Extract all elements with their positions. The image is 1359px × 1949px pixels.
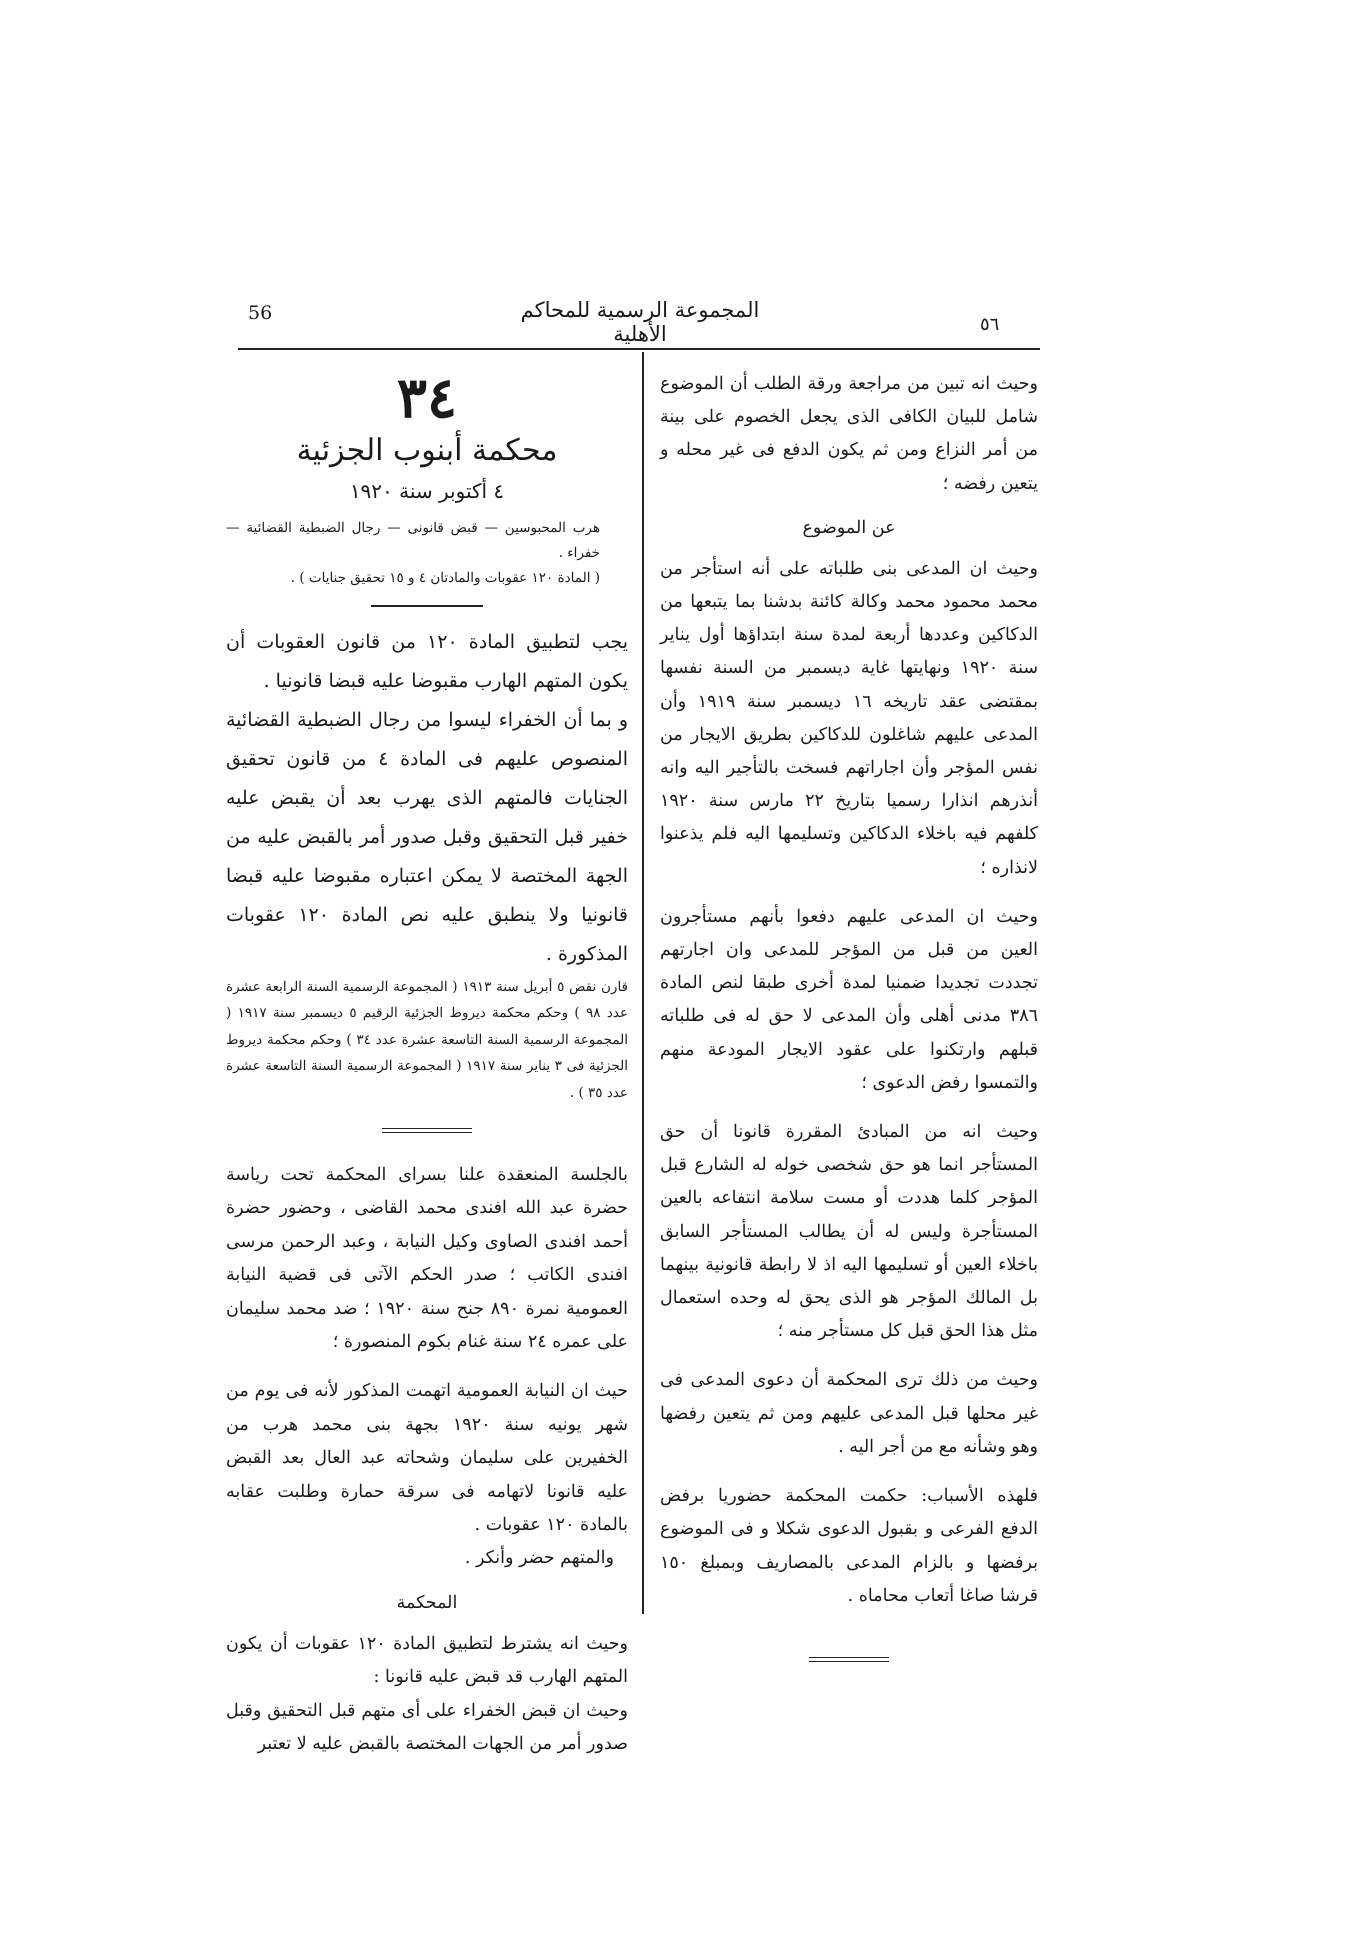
facts-paragraph: حيث ان النيابة العمومية اتهمت المذكور لأنه فى يوم من شهر يونيه سنة ١٩٢٠ بجهة بنى محمد هرب من الخفيرين على سليمان وشحاته عبد العال بعد القبض عليه قانونا لاتهامه فى سرقة حمارة وطلبت عقابه بالمادة ١٢٠ عقوبات .: [226, 1381, 628, 1536]
reasoning-paragraph-2: وحيث ان قبض الخفراء على أى متهم قبل التحقيق وقبل صدور أمر من الجهات المختصة بالقبض عليه لا تعتبر: [226, 1700, 628, 1755]
page-number-arabic: ٥٦: [980, 314, 1000, 335]
left-column: [226, 365, 629, 1762]
paragraph-conclusion: وحيث من ذلك ترى المحكمة أن دعوى المدعى فى غير محلها قبل المدعى عليهم ومن ثم يتعين رفضها وهو وشأنه مع من أجر اليه .: [660, 1370, 1038, 1457]
paragraph-legal-principle: وحيث انه من المبادئ المقررة قانونا أن حق المستأجر انما هو حق شخصى خوله له الشارع قبل المؤجر كلما هددت أو مست سلامة انتفاعه بالعين المستأجرة وليس له أن يطالب المستأجر السابق باخلاء العين أو تسليمها اليه اذ لا رابطة قانونية بينهما بل المالك المؤجر هو الذى يحق له وحده استعمال مثل هذا الحق قبل كل مستأجر منه ؛: [660, 1122, 1038, 1342]
case-date: ٤ أكتوبر سنة ١٩٢٠: [349, 479, 505, 503]
running-title: المجموعة الرسمية للمحاكم الأهلية: [520, 298, 760, 346]
short-rule: [371, 605, 483, 607]
paragraph-defense: وحيث ان المدعى عليهم دفعوا بأنهم مستأجرون العين من قبل من المؤجر للمدعى وان اجارتهم تجددت تجديدا ضمنيا لمدة أخرى طبقا لنص المادة ٣٨٦ مدنى أهلى وأن المدعى لا حق له فى طلباته قبلهم وارتكنوا على عقود الايجار المودعة منهم والتمسوا رفض الدعوى ؛: [660, 906, 1038, 1093]
session-paragraph: بالجلسة المنعقدة علنا بسراى المحكمة تحت رياسة حضرة عبد الله افندى محمد القاضى ، وحضور حضرة أحمد افندى الصاوى وكيل النيابة ، وعبد الرحمن مرسى افندى الكاتب ؛ صدر الحكم الآتى فى قضية النيابة العمومية نمرة ٨٩٠ جنح سنة ١٩٢٠ ؛ ضد محمد سليمان على عمره ٢٤ سنة غنام بكوم المنصورة ؛: [226, 1165, 628, 1353]
headnote-1: يجب لتطبيق المادة ١٢٠ من قانون العقوبات أن يكون المتهم الهارب مقبوضا عليه قبضا قانونيا .: [226, 630, 628, 692]
right-column: [660, 368, 1038, 1662]
case-number: ٣٤: [396, 365, 458, 431]
heading-court: المحكمة: [396, 1592, 458, 1613]
paragraph-plaintiff-claim: وحيث ان المدعى بنى طلباته على أنه استأجر من محمد محمود محمد وكالة كائنة بدشنا بما يتبعها من الدكاكين وعددها أربعة لمدة سنة ابتداؤها أول يناير سنة ١٩٢٠ ونهايتها غاية ديسمبر من السنة نفسها بمقتضى عقد تاريخه ١٦ ديسمبر سنة ١٩١٩ وأن المدعى عليهم شاغلون للدكاكين بطريق الايجار من نفس المؤجر وأن اجاراتهم فسخت بالتأجير اليه وانه أنذرهم انذارا رسميا بتاريخ ٢٢ مارس سنة ١٩٢٠ كلفهم فيه باخلاء الدكاكين وتسليمها اليه فلم يذعنوا لانذاره ؛: [660, 558, 1039, 878]
end-rule: [809, 1657, 889, 1662]
header-rule: [238, 348, 1040, 350]
paragraph-form-objection: وحيث انه تبين من مراجعة ورقة الطلب أن الموضوع شامل للبيان الكافى الذى يجعل الخصوم على بينة من أمر النزاع ومن ثم يكون الدفع فى غير محله و يتعين رفضه ؛: [660, 374, 1038, 494]
heading-merits: عن الموضوع: [802, 517, 896, 538]
keywords-line-1: هرب المحبوسين — قبض قانونى — رجال الضبطية القضائية — خفراء .: [226, 520, 600, 561]
accused-paragraph: والمتهم حضر وأنكر .: [464, 1548, 614, 1569]
paragraph-ruling: فلهذه الأسباب: حكمت المحكمة حضوريا برفض الدفع الفرعى و بقبول الدعوى شكلا و فى الموضوع برفضها و بالزام المدعى بالمصاريف وبمبلغ ١٥٠ قرشا صاغا أتعاب محاماه .: [660, 1486, 1038, 1606]
citation-note: قارن نقض ٥ أبريل سنة ١٩١٣ ( المجموعة الرسمية السنة الرابعة عشرة عدد ٩٨ ) وحكم محكمة ديروط الجزئية الرقيم ٥ ديسمبر سنة ١٩١٧ ( المجموعة الرسمية السنة التاسعة عشرة عدد ٣٤ ) وحكم محكمة ديروط الجزئية فى ٣ يناير سنة ١٩١٧ ( المجموعة الرسمية السنة التاسعة عشرة عدد ٣٥ ) .: [226, 978, 629, 1101]
page-number-latin: 56: [248, 302, 273, 324]
case-keywords: [226, 516, 628, 591]
court-name: محكمة أبنوب الجزئية: [296, 433, 558, 468]
double-rule: [382, 1128, 472, 1133]
column-divider: [642, 352, 644, 1614]
keywords-line-2: ( المادة ١٢٠ عقوبات والمادتان ٤ و ١٥ تحقيق جنايات ) .: [290, 570, 600, 586]
headnote-2: و بما أن الخفراء ليسوا من رجال الضبطية القضائية المنصوص عليهم فى المادة ٤ من قانون تحقيق الجنايات فالمتهم الذى يهرب بعد أن يقبض عليه خفير قبل التحقيق وقبل صدور أمر بالقبض عليه من الجهة المختصة لا يمكن اعتباره مقبوضا عليه قبضا قانونيا ولا ينطبق عليه نص المادة ١٢٠ عقوبات المذكورة .: [226, 708, 628, 965]
reasoning-paragraph-1: وحيث انه يشترط لتطبيق المادة ١٢٠ عقوبات أن يكون المتهم الهارب قد قبض عليه قانونا :: [226, 1633, 628, 1688]
